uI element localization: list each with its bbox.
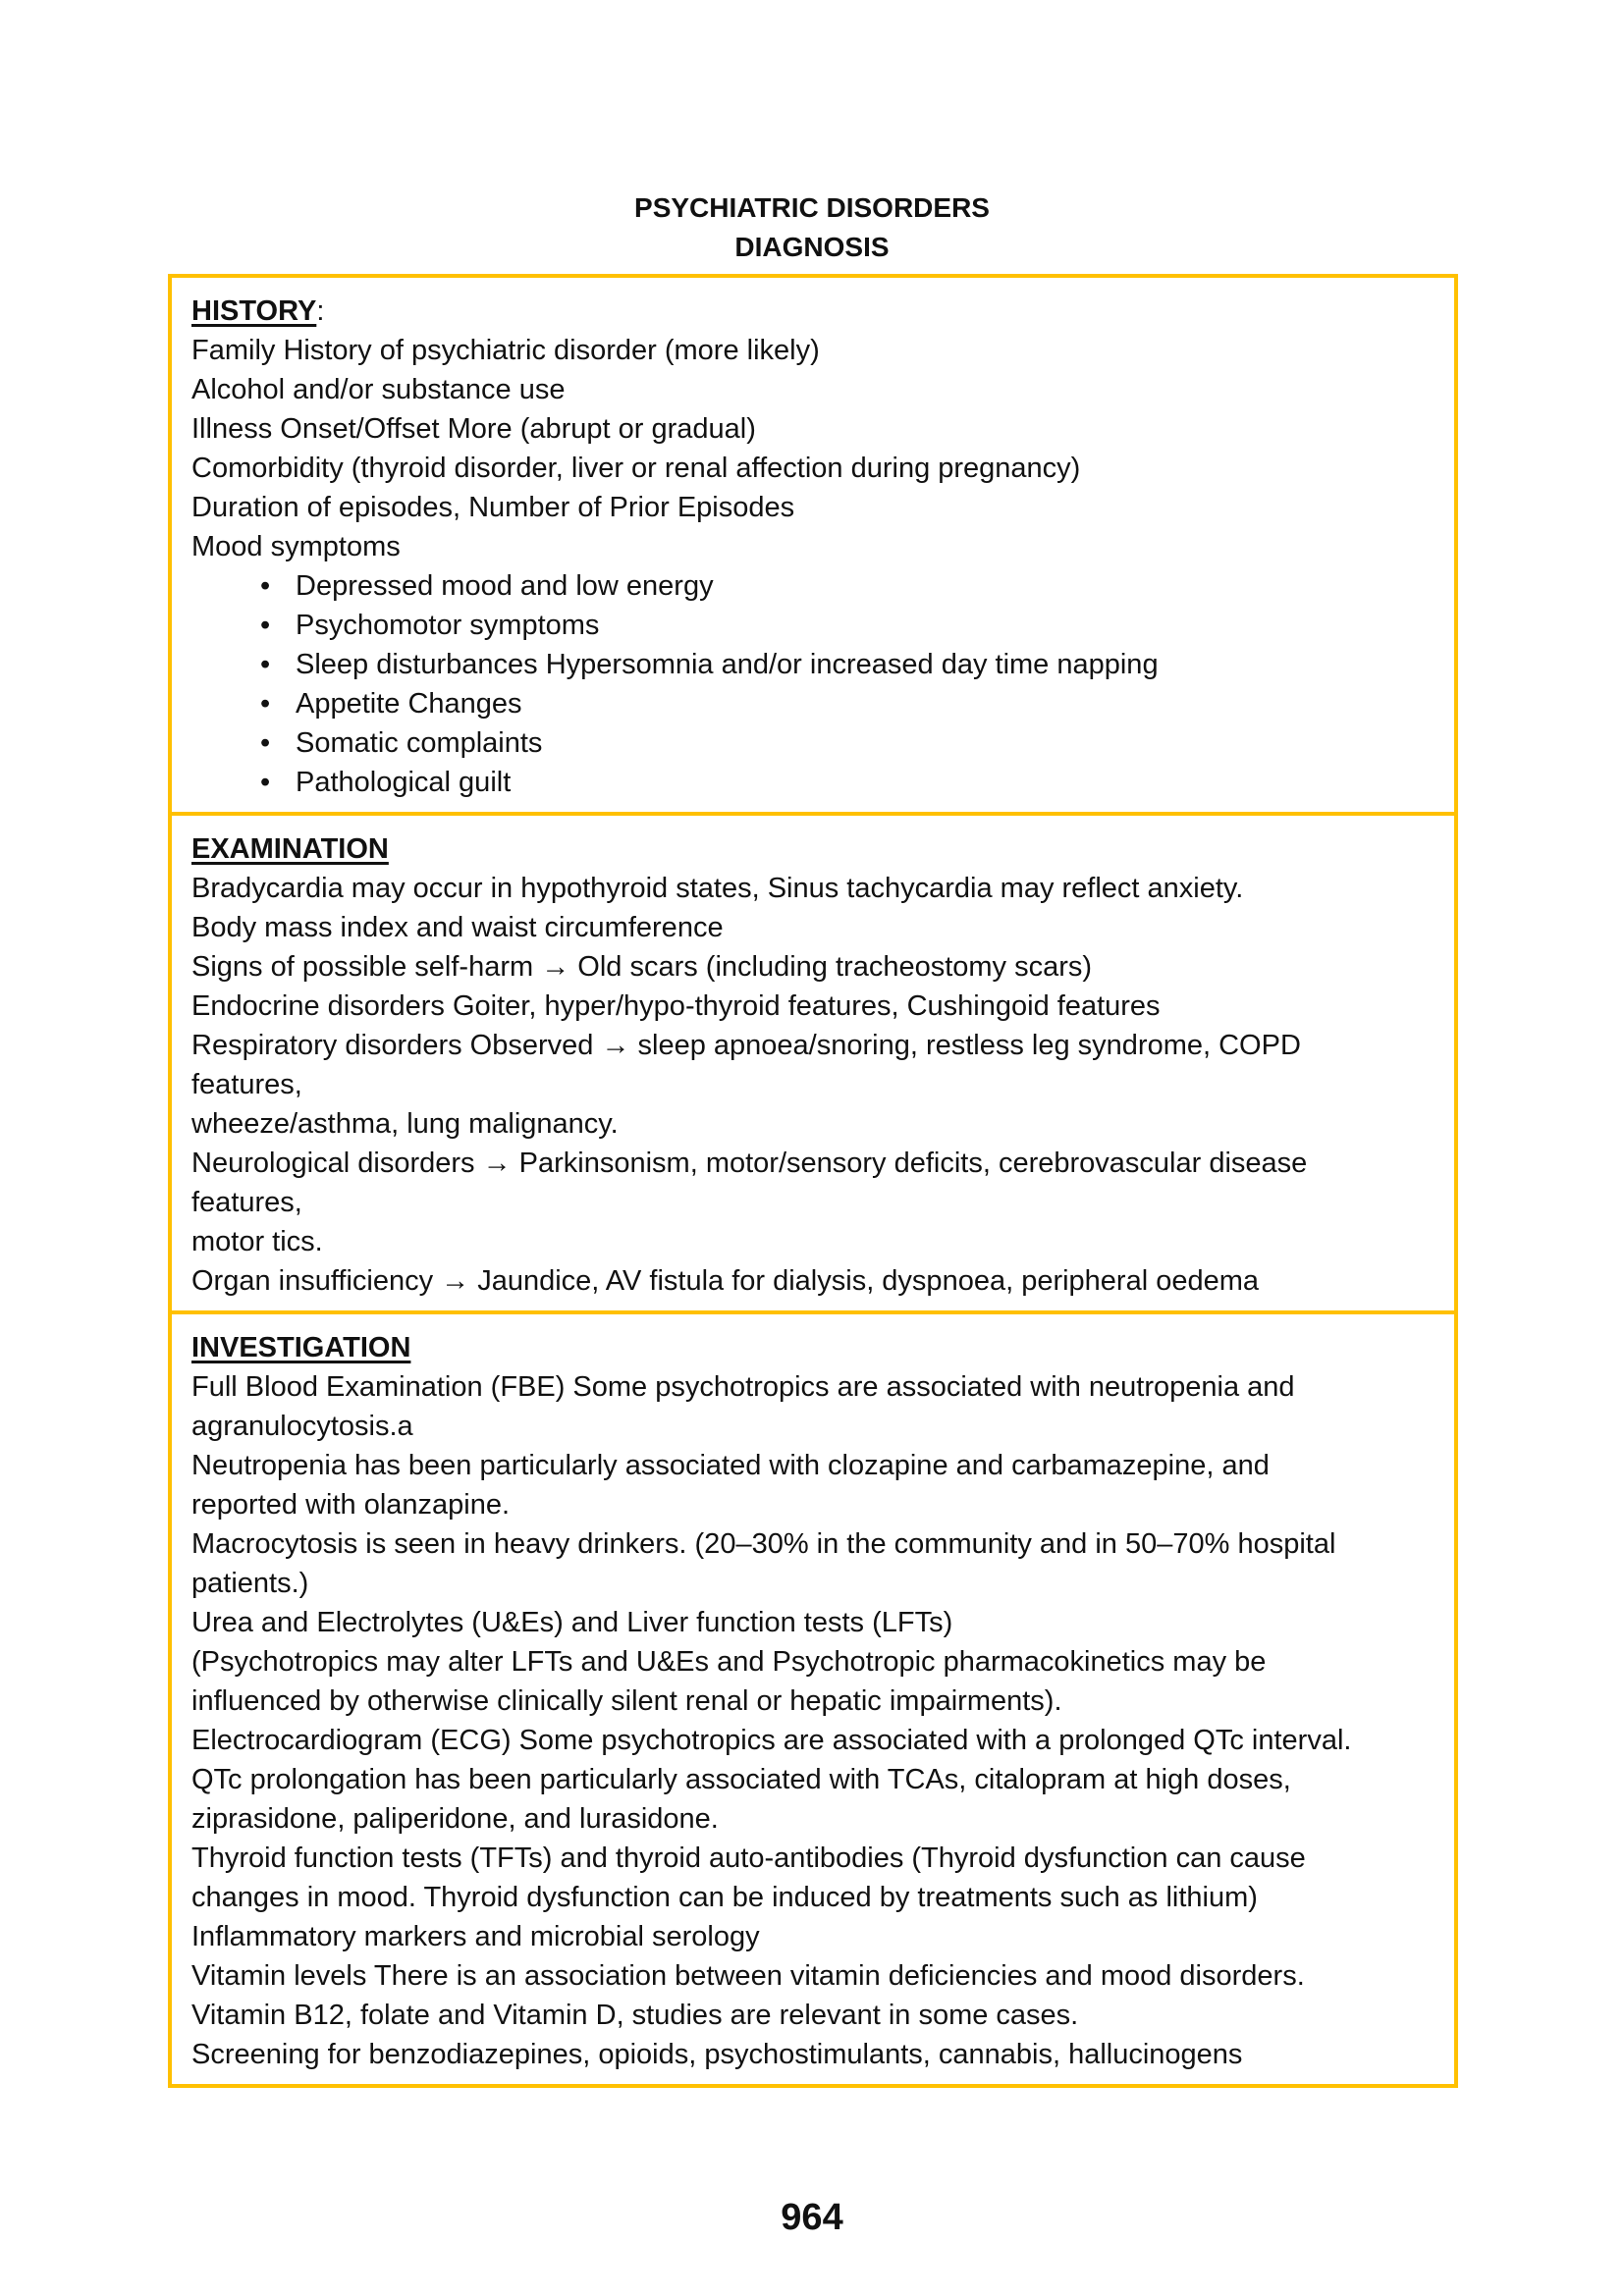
investigation-section [172,1310,1454,2084]
investigation-line: Neutropenia has been particularly associated with clozapine and carbamazepine, and [191,1450,1270,1481]
examination-line: Bradycardia may occur in hypothyroid states, Sinus tachycardia may reflect anxiety. [191,873,1244,904]
examination-heading: EXAMINATION [191,833,389,865]
investigation-line: influenced by otherwise clinically silent renal or hepatic impairments). [191,1685,1062,1717]
bullet-item: • Sleep disturbances Hypersomnia and/or increased day time napping [296,645,1435,684]
history-line: Illness Onset/Offset More (abrupt or gradual) [191,413,756,445]
investigation-line: Vitamin B12, folate and Vitamin D, studies are relevant in some cases. [191,2000,1079,2031]
investigation-line: patients.) [191,1568,309,1599]
bullet-item: • Pathological guilt [296,763,1435,802]
history-line: Alcohol and/or substance use [191,374,566,405]
examination-line: features, [191,1069,302,1100]
page-number: 964 [781,2197,843,2238]
history-line: Mood symptoms [191,531,401,562]
examination-line: Organ insufficiency → Jaundice, AV fistula for dialysis, dyspnoea, peripheral oedema [191,1265,1260,1297]
investigation-line: agranulocytosis.a [191,1411,413,1442]
history-heading: HISTORY [191,295,317,327]
investigation-line: Full Blood Examination (FBE) Some psychotropics are associated with neutropenia and [191,1371,1295,1403]
history-line: Family History of psychiatric disorder (more likely) [191,335,820,366]
investigation-line: Macrocytosis is seen in heavy drinkers. (20–30% in the community and in 50–70% hospital [191,1528,1336,1560]
examination-line: Neurological disorders → Parkinsonism, motor/sensory deficits, cerebrovascular disease [191,1148,1308,1179]
bullet-item: • Appetite Changes [296,684,1435,723]
examination-line: Respiratory disorders Observed → sleep apnoea/snoring, restless leg syndrome, COPD [191,1030,1301,1061]
bullet-item: • Psychomotor symptoms [296,606,1435,645]
investigation-line: Electrocardiogram (ECG) Some psychotropics are associated with a prolonged QTc interval. [191,1725,1352,1756]
investigation-line: Screening for benzodiazepines, opioids, psychostimulants, cannabis, hallucinogens [191,2039,1243,2070]
investigation-line: ziprasidone, paliperidone, and lurasidone. [191,1803,719,1835]
investigation-line: (Psychotropics may alter LFTs and U&Es and Psychotropic pharmacokinetics may be [191,1646,1267,1678]
history-line: Duration of episodes, Number of Prior Episodes [191,492,795,523]
examination-line: Signs of possible self-harm → Old scars (including tracheostomy scars) [191,951,1093,983]
examination-line: Endocrine disorders Goiter, hyper/hypo-thyroid features, Cushingoid features [191,990,1161,1022]
investigation-line: QTc prolongation has been particularly associated with TCAs, citalopram at high doses, [191,1764,1291,1795]
examination-line: motor tics. [191,1226,323,1257]
bullet-item: • Depressed mood and low energy [296,566,1435,606]
title-line-1: PSYCHIATRIC DISORDERS [634,192,990,223]
history-section [172,278,1454,812]
examination-line: features, [191,1187,302,1218]
investigation-line: changes in mood. Thyroid dysfunction can be induced by treatments such as lithium) [191,1882,1258,1913]
examination-section [172,812,1454,1310]
investigation-line: Thyroid function tests (TFTs) and thyroid auto-antibodies (Thyroid dysfunction can cause [191,1842,1306,1874]
investigation-heading: INVESTIGATION [191,1332,411,1363]
bullet-item: • Somatic complaints [296,723,1435,763]
investigation-line: Urea and Electrolytes (U&Es) and Liver function tests (LFTs) [191,1607,953,1638]
history-heading-colon: : [316,295,325,327]
investigation-line: Inflammatory markers and microbial serology [191,1921,760,1952]
history-line: Comorbidity (thyroid disorder, liver or renal affection during pregnancy) [191,453,1081,484]
examination-line: wheeze/asthma, lung malignancy. [191,1108,619,1140]
examination-line: Body mass index and waist circumference [191,912,724,943]
page-title [0,188,1624,267]
diagnosis-box [168,274,1458,2088]
investigation-line: Vitamin levels There is an association between vitamin deficiencies and mood disorders. [191,1960,1305,1992]
investigation-line: reported with olanzapine. [191,1489,511,1521]
mood-symptoms-list [191,566,1435,802]
title-line-2: DIAGNOSIS [734,232,890,262]
